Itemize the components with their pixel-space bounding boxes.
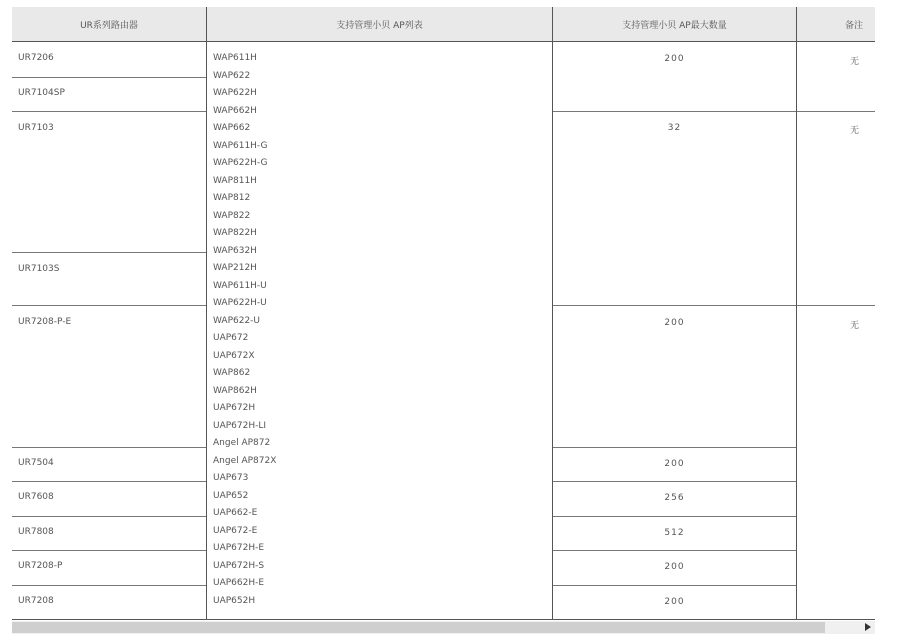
ap-model: UAP672H-LI [213,421,267,431]
scrollbar-thumb[interactable] [12,622,825,633]
header-ap-max [553,7,797,41]
ap-max-value: 200 [664,459,685,469]
row-divider [12,77,206,78]
ap-model: WAP811H [213,176,257,186]
ap-model: WAP611H-U [213,281,267,291]
ap-model: UAP673 [213,473,249,483]
ap-model: UAP672X [213,351,255,361]
router-name: UR7208-P [18,561,63,571]
horizontal-scrollbar[interactable] [12,621,875,634]
ap-model: WAP822 [213,211,251,221]
ap-model: WAP862H [213,386,257,396]
router-name: UR7808 [18,527,54,537]
router-name: UR7608 [18,492,54,502]
row-divider [12,550,206,551]
row-divider [12,481,206,482]
row-divider [553,481,796,482]
row-divider [553,447,796,448]
ap-model: WAP622H [213,88,257,98]
ap-model: WAP611H-G [213,141,268,151]
row-divider [12,111,206,112]
ap-model: WAP622H-U [213,298,267,308]
ap-model: WAP632H [213,246,257,256]
row-divider [797,111,875,112]
ap-model: WAP862 [213,368,251,378]
row-divider [797,305,875,306]
ap-model: UAP672H-E [213,543,265,553]
ap-max-value: 200 [664,562,685,572]
ap-model: WAP622-U [213,316,261,326]
ap-model: WAP611H [213,53,257,63]
ap-model: UAP672H-S [213,561,265,571]
row-divider [553,550,796,551]
row-divider [553,111,796,112]
ap-model: UAP672H [213,403,256,413]
scroll-right-arrow-icon[interactable] [865,623,871,631]
ap-model: UAP652 [213,491,249,501]
column-divider [796,7,797,620]
ap-model: WAP662H [213,106,257,116]
header-router-label: UR系列路由器 [80,20,138,31]
ap-model: WAP622H-G [213,158,268,168]
ap-max-value: 256 [664,493,685,503]
ap-model: WAP212H [213,263,257,273]
router-name: UR7104SP [18,88,65,98]
header-ap-max-label: 支持管理小贝 AP最大数量 [622,20,727,31]
header-ap-list-label: 支持管理小贝 AP列表 [336,20,423,31]
note-value: 无 [850,321,860,331]
row-divider [12,516,206,517]
header-divider [12,41,875,42]
router-name: UR7103S [18,264,60,274]
router-name: UR7208-P-E [18,317,72,327]
ap-max-value: 200 [664,318,685,328]
ap-max-value: 32 [667,123,682,133]
ap-model: Angel AP872X [213,456,277,466]
ap-model: UAP662H-E [213,578,265,588]
table-bottom-border [12,619,875,620]
column-divider [206,7,207,620]
row-divider [553,516,796,517]
ap-max-value: 200 [664,54,685,64]
router-name: UR7206 [18,53,54,63]
header-ap-list [207,7,553,41]
row-divider [12,585,206,586]
ap-model: WAP822H [213,228,257,238]
ap-model: Angel AP872 [213,438,271,448]
row-divider [553,305,796,306]
compatibility-table [12,7,875,620]
ap-model: UAP672-E [213,526,258,536]
ap-model: UAP672 [213,333,249,343]
router-name: UR7504 [18,458,54,468]
router-name: UR7208 [18,596,54,606]
row-divider [553,585,796,586]
header-note-label: 备注 [844,20,863,31]
note-value: 无 [850,57,860,67]
ap-model: UAP652H [213,596,256,606]
header-router [12,7,207,41]
row-divider [12,305,206,306]
ap-model: WAP622 [213,71,251,81]
router-name: UR7103 [18,123,54,133]
ap-model: WAP662 [213,123,251,133]
row-divider [12,447,206,448]
ap-model: UAP662-E [213,508,258,518]
header-note [797,7,875,41]
ap-model: WAP812 [213,193,251,203]
row-divider [12,252,206,253]
ap-max-value: 200 [664,597,685,607]
note-value: 无 [850,126,860,136]
ap-max-value: 512 [664,528,685,538]
